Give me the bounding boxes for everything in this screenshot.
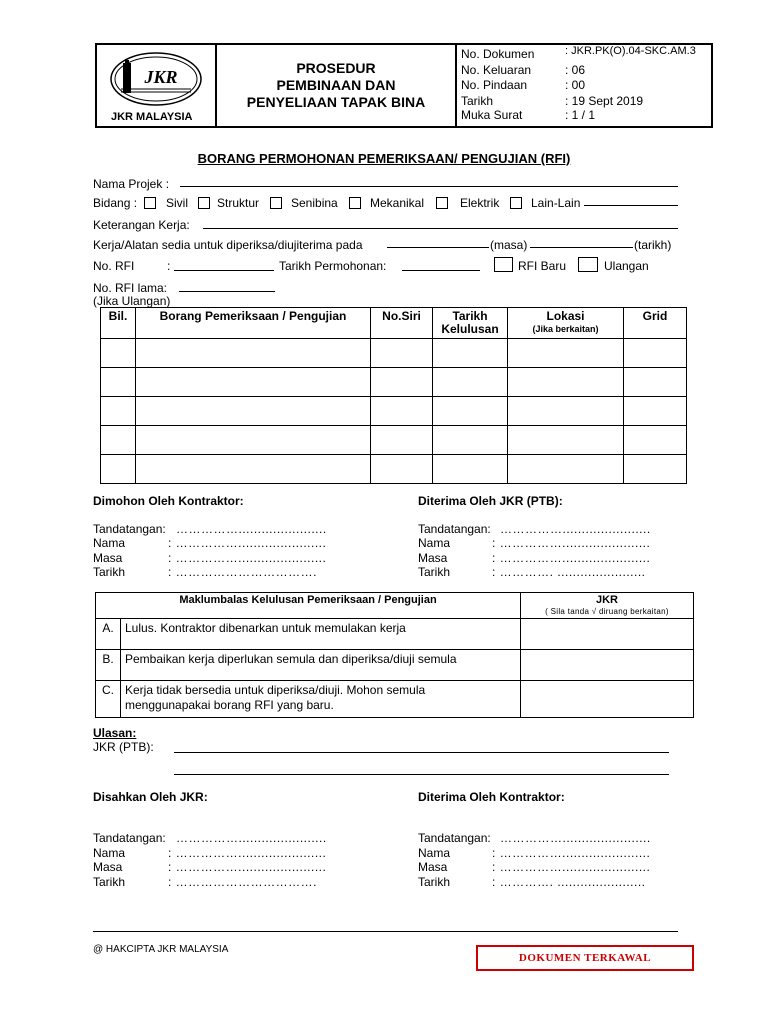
feedback-check-c[interactable]: [521, 681, 694, 718]
rfi-baru-label: RFI Baru: [518, 259, 567, 273]
feedback-code: B.: [96, 650, 121, 681]
creceipt-nama-label: Nama: [418, 846, 451, 860]
rfi-table-header: [101, 308, 687, 339]
jkr-logo-icon: [109, 51, 203, 107]
contractor-tarikh-label: Tarikh: [93, 565, 126, 579]
bidang-senibina-label: Senibina: [291, 196, 338, 210]
tarikh-permohonan-label: Tarikh Permohonan:: [279, 259, 387, 273]
checkbox-rfi-baru[interactable]: [494, 257, 513, 272]
copyright: @ HAKCIPTA JKR MALAYSIA: [93, 944, 229, 955]
bidang-mekanikal-label: Mekanikal: [370, 196, 425, 210]
contractor-nama-field[interactable]: : …………….......................: [168, 536, 327, 550]
approve-masa-label: Masa: [93, 860, 123, 874]
rfi-table: [100, 307, 687, 484]
feedback-header-title: Maklumbalas Kelulusan Pemeriksaan / Pengujian: [96, 593, 521, 619]
feedback-text: Kerja tidak bersedia untuk diperiksa/diuji. Mohon semula menggunapakai borang RFI yang baru.: [121, 681, 521, 718]
lain-lain-field[interactable]: [584, 205, 678, 206]
nama-projek-field[interactable]: [180, 186, 678, 187]
meta-label-muka-surat: Muka Surat: [461, 108, 523, 122]
table-row: [101, 455, 687, 484]
meta-label-keluaran: No. Keluaran: [461, 63, 532, 77]
creceipt-sign-field[interactable]: …………….......................: [500, 831, 651, 845]
creceipt-nama-field[interactable]: : …………….......................: [492, 846, 651, 860]
approve-sign-label: Tandatangan:: [93, 831, 166, 845]
approve-tarikh-label: Tarikh: [93, 875, 126, 889]
ulasan-title: Ulasan:: [93, 726, 137, 740]
contractor-masa-label: Masa: [93, 551, 123, 565]
creceipt-masa-field[interactable]: : …………….......................: [492, 860, 651, 874]
no-rfi-lama-field[interactable]: [179, 291, 275, 292]
approve-nama-field[interactable]: : …………….......................: [168, 846, 327, 860]
tarikh-permohonan-field[interactable]: [402, 270, 480, 271]
meta-label-tarikh: Tarikh: [461, 94, 494, 108]
ulasan-field-2[interactable]: [174, 774, 669, 775]
bidang-label: Bidang :: [93, 196, 138, 210]
jkr-receipt-nama-field[interactable]: : …………….......................: [492, 536, 651, 550]
header-divider: [455, 45, 457, 126]
meta-value-keluaran: : 06: [565, 63, 586, 77]
checkbox-lain-lain[interactable]: [510, 197, 522, 209]
approve-nama-label: Nama: [93, 846, 126, 860]
no-rfi-colon: :: [167, 259, 171, 273]
meta-label-pindaan: No. Pindaan: [461, 78, 528, 92]
bidang-struktur-label: Struktur: [217, 196, 260, 210]
jkr-receipt-tarikh-field[interactable]: : …………. .......................: [492, 565, 646, 579]
meta-value-pindaan: : 00: [565, 78, 586, 92]
jika-ulangan-note: (Jika Ulangan): [93, 294, 171, 308]
contractor-sign-label: Tandatangan:: [93, 522, 166, 536]
form-title: BORANG PERMOHONAN PEMERIKSAAN/ PENGUJIAN (RFI): [197, 151, 571, 166]
meta-label-dokumen: No. Dokumen: [461, 47, 535, 61]
contractor-sign-field[interactable]: …………….......................: [176, 522, 327, 536]
controlled-document-stamp: DOKUMEN TERKAWAL: [476, 945, 694, 971]
bidang-lain-lain-label: Lain-Lain: [531, 196, 581, 210]
feedback-code: A.: [96, 619, 121, 650]
document-header: [95, 43, 713, 128]
keterangan-label: Keterangan Kerja:: [93, 218, 190, 232]
checkbox-mekanikal[interactable]: [349, 197, 361, 209]
kerja-sedia-label: Kerja/Alatan sedia untuk diperiksa/diujiterima pada: [93, 238, 363, 252]
table-row: [101, 368, 687, 397]
jkr-receipt-masa-label: Masa: [418, 551, 448, 565]
table-row: [101, 426, 687, 455]
jkr-receipt-nama-label: Nama: [418, 536, 451, 550]
diterima-jkr-title: Diterima Oleh JKR (PTB):: [418, 494, 563, 508]
footer-rule: [93, 931, 678, 932]
feedback-table: [95, 592, 694, 718]
feedback-header: [96, 593, 694, 619]
nama-projek-label: Nama Projek :: [93, 177, 170, 191]
meta-value-tarikh: : 19 Sept 2019: [565, 94, 644, 108]
meta-value-muka-surat: : 1 / 1: [565, 108, 596, 122]
col-bil: Bil.: [101, 308, 136, 339]
col-borang: Borang Pemeriksaan / Pengujian: [136, 308, 371, 339]
checkbox-elektrik[interactable]: [436, 197, 448, 209]
header-title: PROSEDUR PEMBINAAN DAN PENYELIAAN TAPAK BINA: [246, 60, 426, 110]
col-lokasi: Lokasi (Jika berkaitan): [508, 308, 624, 339]
creceipt-sign-label: Tandatangan:: [418, 831, 491, 845]
table-row: [101, 397, 687, 426]
feedback-text: Pembaikan kerja diperlukan semula dan diperiksa/diuji semula: [121, 650, 521, 681]
jkr-receipt-masa-field[interactable]: : …………….......................: [492, 551, 651, 565]
jkr-receipt-sign-label: Tandatangan:: [418, 522, 491, 536]
approve-masa-field[interactable]: : …………….......................: [168, 860, 327, 874]
table-row: [101, 339, 687, 368]
contractor-nama-label: Nama: [93, 536, 126, 550]
masa-field[interactable]: [387, 247, 489, 248]
approve-tarikh-field[interactable]: : …………………………….: [168, 875, 318, 889]
feedback-row-b: [96, 650, 694, 681]
checkbox-struktur[interactable]: [198, 197, 210, 209]
tarikh-field[interactable]: [530, 247, 633, 248]
col-nosiri: No.Siri: [371, 308, 433, 339]
creceipt-tarikh-label: Tarikh: [418, 875, 451, 889]
jkr-receipt-tarikh-label: Tarikh: [418, 565, 451, 579]
creceipt-masa-label: Masa: [418, 860, 448, 874]
checkbox-sivil[interactable]: [144, 197, 156, 209]
tarikh-suffix: (tarikh): [634, 238, 672, 252]
ulasan-field-1[interactable]: [174, 752, 669, 753]
contractor-tarikh-field[interactable]: : …………………………….: [168, 565, 318, 579]
org-name: JKR MALAYSIA: [111, 111, 193, 123]
approve-sign-field[interactable]: …………….......................: [176, 831, 327, 845]
ulasan-label: JKR (PTB):: [93, 740, 154, 754]
ulangan-label: Ulangan: [604, 259, 649, 273]
no-rfi-label: No. RFI: [93, 259, 135, 273]
creceipt-tarikh-field[interactable]: : …………. .......................: [492, 875, 646, 889]
no-rfi-field[interactable]: [174, 270, 274, 271]
keterangan-field[interactable]: [203, 228, 678, 229]
contractor-masa-field[interactable]: : …………….......................: [168, 551, 327, 565]
checkbox-senibina[interactable]: [270, 197, 282, 209]
feedback-jkr-col: JKR ( Sila tanda √ diruang berkaitan): [521, 593, 694, 619]
feedback-row-a: [96, 619, 694, 650]
dimohon-title: Dimohon Oleh Kontraktor:: [93, 494, 244, 508]
feedback-check-b[interactable]: [521, 650, 694, 681]
checkbox-ulangan[interactable]: [578, 257, 598, 272]
jkr-logo: [109, 51, 203, 107]
disahkan-title: Disahkan Oleh JKR:: [93, 790, 208, 804]
feedback-text: Lulus. Kontraktor dibenarkan untuk memulakan kerja: [121, 619, 521, 650]
feedback-row-c: [96, 681, 694, 718]
feedback-check-a[interactable]: [521, 619, 694, 650]
bidang-elektrik-label: Elektrik: [460, 196, 500, 210]
svg-text:JKR: JKR: [144, 67, 178, 87]
meta-value-dokumen: : JKR.PK(O).04-SKC.AM.3: [565, 45, 696, 57]
diterima-kontraktor-title: Diterima Oleh Kontraktor:: [418, 790, 565, 804]
col-grid: Grid: [624, 308, 687, 339]
no-rfi-lama-label: No. RFI lama:: [93, 281, 168, 295]
jkr-receipt-sign-field[interactable]: …………….......................: [500, 522, 651, 536]
masa-suffix: (masa): [490, 238, 528, 252]
col-tarikh-kelulusan: Tarikh Kelulusan: [433, 308, 508, 339]
feedback-code: C.: [96, 681, 121, 718]
bidang-sivil-label: Sivil: [166, 196, 189, 210]
